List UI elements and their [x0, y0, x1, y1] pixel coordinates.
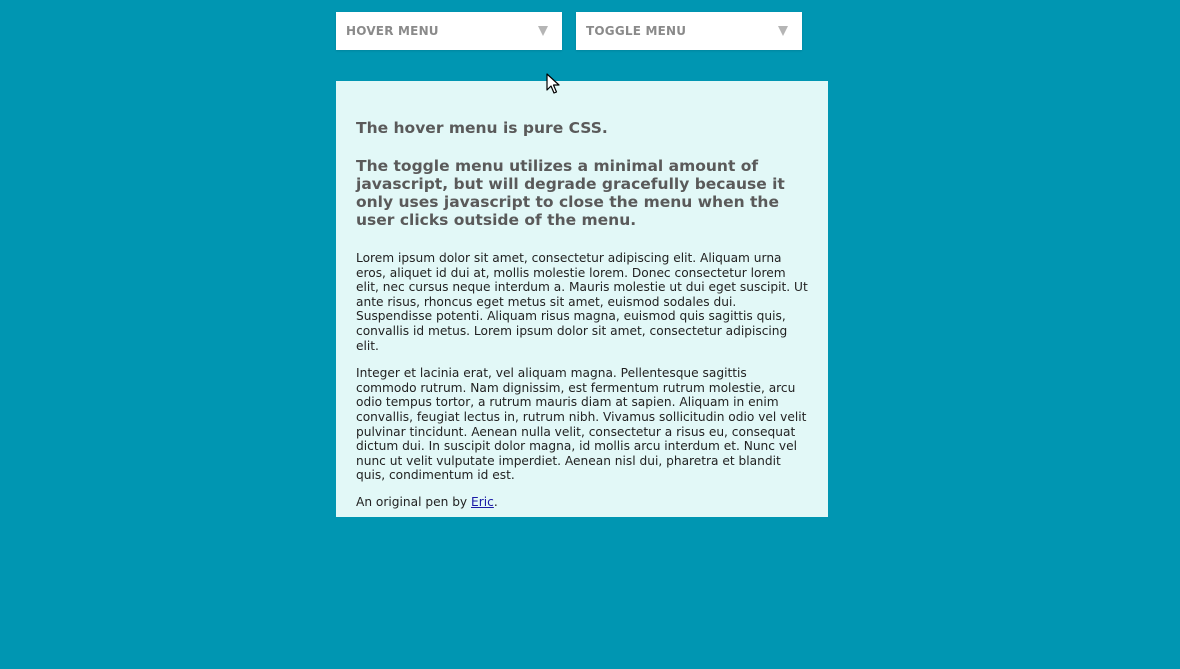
toggle-menu-button[interactable] [576, 12, 802, 50]
credit-line [356, 495, 810, 510]
credit-prefix: An original pen by [356, 494, 472, 509]
credit-suffix: . [493, 494, 498, 509]
heading-hover-menu: The hover menu is pure CSS. [356, 119, 608, 137]
toggle-menu-label: TOGGLE MENU [586, 24, 687, 38]
author-link[interactable]: Eric [471, 494, 494, 509]
lorem-paragraph-2: Integer et lacinia erat, vel aliquam magna. Pellentesque sagittis commodo rutrum. Nam dignissim, est fermentum rutrum molestie, arcu odio tempus tortor, a rutrum mauris diam at sapien. Aliquam in enim convallis, feugiat lectus in, rutrum nibh. Vivamus sollicitudin odio vel velit pulvinar tincidunt. Aenean nulla velit, consectetur a risus eu, consequat dictum dui. In suscipit dolor magna, id mollis arcu interdum et. Nunc vel nunc ut velit vulputate imperdiet. Aenean nisl dui, pharetra et blandit quis, condimentum id est. [356, 366, 807, 483]
lorem-paragraph-1: Lorem ipsum dolor sit amet, consectetur adipiscing elit. Aliquam urna eros, aliquet id dui at, mollis molestie lorem. Donec consectetur lorem elit, nec cursus neque interdum a. Mauris molestie ut dui eget suscipit. Ut ante risus, rhoncus eget metus sit amet, euismod sodales dui. Suspendisse potenti. Aliquam risus magna, euismod quis sagittis quis, convallis id metus. Lorem ipsum dolor sit amet, consectetur adipiscing elit. [356, 251, 808, 353]
hover-menu-label: HOVER MENU [346, 24, 439, 38]
caret-down-icon [778, 26, 788, 36]
hover-menu-button[interactable] [336, 12, 562, 50]
content-panel [336, 81, 828, 517]
caret-down-icon [538, 26, 548, 36]
heading-toggle-menu: The toggle menu utilizes a minimal amount of javascript, but will degrade gracefully because it only uses javascript to close the menu when the user clicks outside of the menu. [356, 157, 785, 229]
